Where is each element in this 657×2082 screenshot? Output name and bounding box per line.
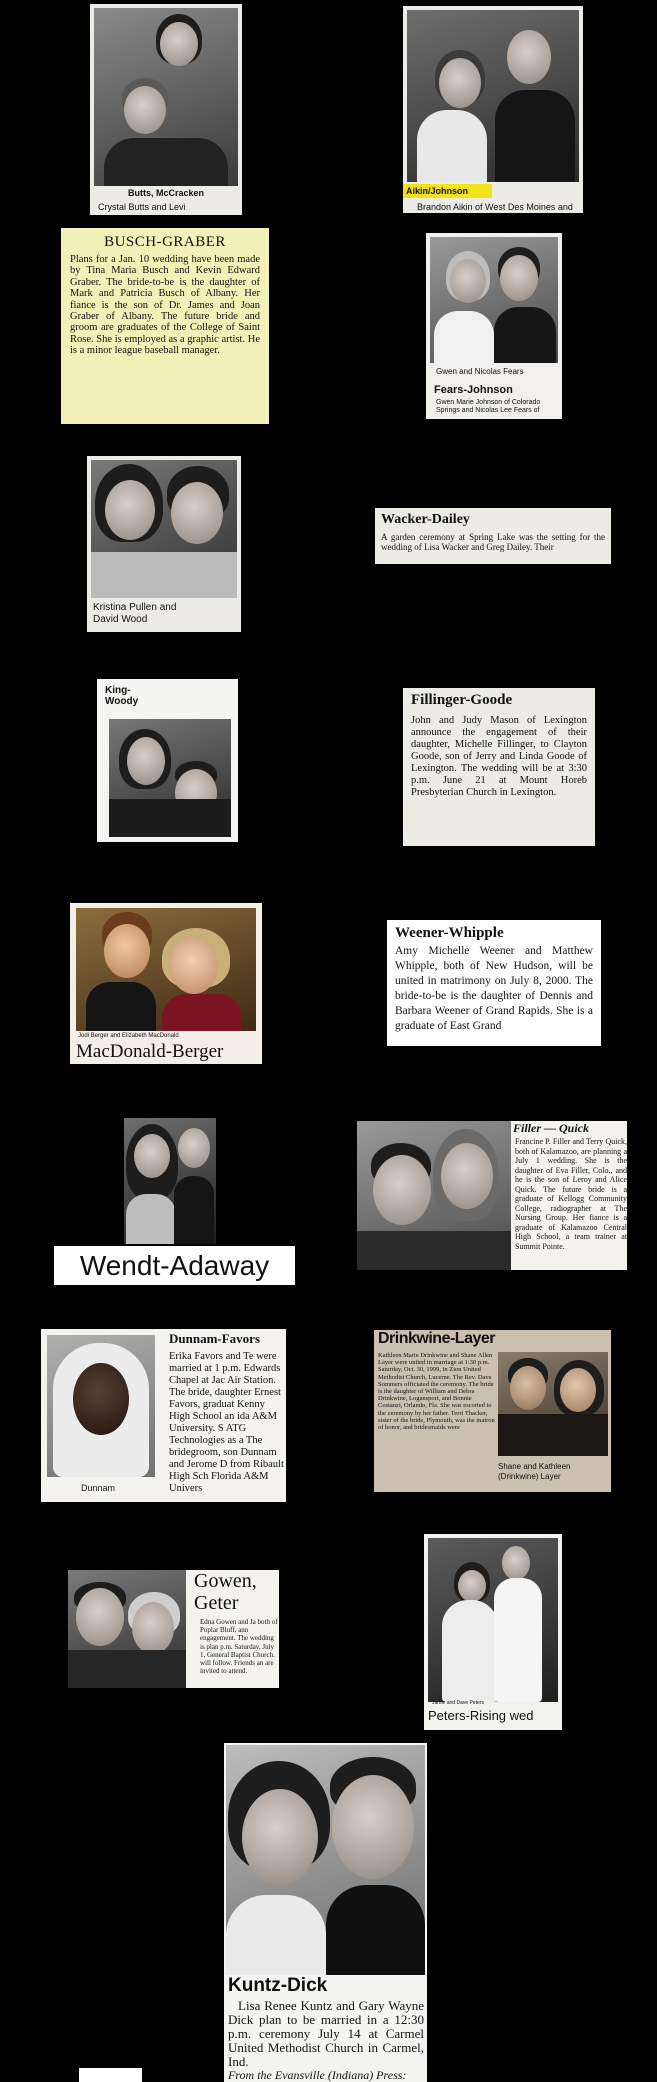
announcement-heading: King-Woody <box>105 685 139 707</box>
couple-photo <box>498 1352 608 1456</box>
announcement-body: Edna Gowen and Ja both of Poplar Bluff, ann engagement. The wedding is plan p.m. Saturday, July 1, General Baptist Church. will follow. Friends an are invited to attend. <box>200 1618 278 1676</box>
name-tag: Aikin/Johnson <box>403 184 492 198</box>
couple-photo <box>430 237 558 363</box>
announcement-body: Amy Michelle Weener and Matthew Whipple, both of New Hudson, will be united in matrimony on July 8, 2000. The bride-to-be is the daughter of Dennis and Barbara Weener of Grand Rapids. She is a graduate of East Grand <box>395 945 593 1032</box>
announcement-body: Francine P. Filler and Terry Quick, both of Kalamazoo, are planning a July 1 wedding. She is the daughter of Eva Filler, Colo., and he is the son of Leroy and Alice Quick. The future bride is a graduate of Kellogg Community College, radiographer at The Nursing Group. Her fiance is a graduate of Kalamazoo Central High School, a team trainer at Summit Pointe. <box>515 1137 627 1251</box>
paper-fragment <box>79 2068 142 2082</box>
clipping-peters-rising <box>424 1534 562 1730</box>
clipping-macdonald-berger <box>70 903 262 1064</box>
photo-caption: Shane and Kathleen (Drinkwine) Layer <box>498 1462 571 1481</box>
couple-photo <box>94 8 238 186</box>
announcement-heading: Kuntz-Dick <box>228 1975 328 1996</box>
announcement-heading: Peters-Rising wed <box>428 1708 534 1723</box>
announcement-body: Lisa Renee Kuntz and Gary Wayne Dick plan to be married in a 12:30 p.m. ceremony July 14 at Carmel United Methodist Church in Carmel, Ind. <box>228 1998 424 2069</box>
clipping-dunnam-favors <box>41 1329 286 1502</box>
announcement-heading: Filler — Quick <box>513 1121 590 1135</box>
announcement-heading: Dunnam-Favors <box>169 1331 261 1346</box>
couple-photo <box>109 719 231 837</box>
clipping-king-woody <box>97 679 238 842</box>
clipping-aikin-johnson <box>403 6 583 213</box>
announcement-body: John and Judy Mason of Lexington announce the engagement of their daughter, Michelle Fillinger, to Clayton Goode, son of Jerry and Linda Goode of Lexington. The wedding will be at 3:30 p.m. June 21 at Mount Horeb Presbyterian Church in Lexington. <box>411 715 587 798</box>
announcement-heading: Weener-Whipple <box>395 925 504 941</box>
announcement-heading: Fears-Johnson <box>434 384 513 396</box>
clipping-butts-mccracken <box>90 4 242 215</box>
photo-caption: Butts, McCracken <box>127 188 205 198</box>
announcement-heading: Drinkwine-Layer <box>378 1330 495 1347</box>
clipping-pullen-wood <box>87 456 241 632</box>
announcement-body: Plans for a Jan. 10 wedding have been made by Tina Maria Busch and Kevin Edward Graber. The bride-to-be is the daughter of Mark and Patricia Busch of Albany. Her fiance is the son of Dr. James and Joan Graber of Albany. The future bride and groom are graduates of the College of Saint Rose. She is employed as a graphic artist. He is a minor league baseball manager. <box>70 254 260 357</box>
couple-photo <box>226 1745 425 1975</box>
clipping-wendt-adaway <box>54 1246 295 1285</box>
clipping-fears-johnson <box>426 233 562 419</box>
clipping-gowen-geter <box>68 1570 279 1688</box>
announcement-body: Kathleen Marie Drinkwine and Shane Allen Layer were united in marriage at 1:30 p.m. Saturday, Oct. 30, 1999, in Zion United Methodist Church, Lucerne. The Rev. Dave Sommers officiated the ceremony. The bride is the daughter of William and Debra Drinkwine, Logansport, and Bonnie Costanzi, Orlando, Fla. She was escorted to the ceremony by her father. Terri Thacker, sister of the bride, Plymouth, was the matron of honor, and bridesmaids were <box>378 1352 495 1432</box>
announcement-heading: MacDonald-Berger <box>76 1041 224 1062</box>
announcement-body: A garden ceremony at Spring Lake was the setting for the wedding of Lisa Wacker and Greg Dailey. Their <box>381 532 605 552</box>
couple-photo <box>428 1538 558 1702</box>
caption-subtext: Crystal Butts and Levi <box>98 202 186 212</box>
photo-caption: Kristina Pullen and David Wood <box>93 602 177 625</box>
clipping-busch-graber <box>61 228 269 424</box>
bride-photo <box>47 1335 155 1477</box>
source-line: From the Evansville (Indiana) Press: <box>228 2068 407 2082</box>
couple-photo <box>357 1121 511 1270</box>
couple-photo <box>407 10 579 182</box>
clipping-filler-quick <box>357 1121 627 1270</box>
announcement-heading: Wendt-Adaway <box>79 1250 270 1281</box>
clipping-wacker-dailey <box>375 508 611 564</box>
photo-caption: Dunnam <box>81 1483 116 1493</box>
couple-photo <box>91 460 237 598</box>
photo-caption: Jamie and Dave Peters <box>432 1700 484 1706</box>
photo-caption: Jodi Berger and Elizabeth MacDonald <box>78 1033 179 1039</box>
couple-photo <box>76 908 256 1031</box>
caption-subtext: Brandon Aikin of West Des Moines and <box>417 202 573 212</box>
couple-photo <box>68 1570 186 1688</box>
clipping-fillinger-goode <box>403 688 595 846</box>
clipping-drinkwine-layer <box>374 1330 611 1492</box>
announcement-heading: Wacker-Dailey <box>381 512 470 527</box>
announcement-body: Erika Favors and Te were married at 1 p.m. Edwards Chapel at Jac Air Station. The bride, daughter Ernest Favors, graduat Kenny High School an ida A&M University. S ATG Technologies as a The bridegroom, son Dunnam and Jerome D from Ribault High Sch Florida A&M Univers <box>169 1351 284 1494</box>
clipping-kuntz-dick <box>224 1743 427 2082</box>
couple-photo <box>124 1118 216 1244</box>
clipping-weener-whipple <box>387 920 601 1046</box>
photo-caption: Gwen and Nicolas Fears <box>436 367 524 376</box>
announcement-body: Gwen Marie Johnson of Colorado Springs and Nicolas Lee Fears of <box>436 399 541 414</box>
announcement-heading: Fillinger-Goode <box>411 692 513 708</box>
announcement-heading: BUSCH-GRABER <box>104 234 226 250</box>
announcement-heading: Gowen, Geter <box>194 1570 257 1614</box>
